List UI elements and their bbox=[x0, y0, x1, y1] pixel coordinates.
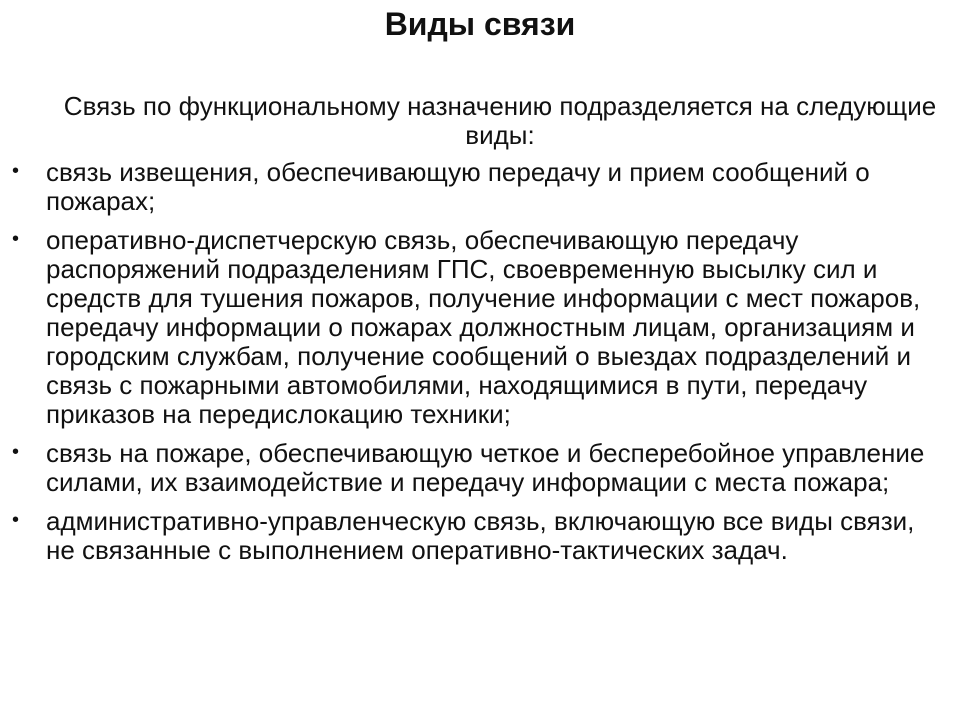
slide-title: Виды связи bbox=[384, 6, 576, 42]
bullet-dot-icon: • bbox=[12, 509, 20, 531]
list-item bbox=[0, 226, 960, 429]
list-item bbox=[0, 507, 960, 565]
list-item bbox=[0, 158, 960, 216]
list-item-text: связь извещения, обеспечивающую передачу и прием сообщений о пожарах; bbox=[46, 157, 870, 216]
list-item-text: оперативно-диспетчерскую связь, обеспечивающую передачу распоряжений подразделениям ГПС, своевременную высылку сил и средств для тушения пожаров, получение информации с мест пожаров, передачу информации о пожарах должностным лицам, организациям и городским службам, получение сообщений о выездах подразделений и связь с пожарными автомобилями, находящимися в пути, передачу приказов на передислокацию техники; bbox=[46, 225, 921, 429]
list-item-text: административно-управленческую связь, включающую все виды связи, не связанные с выполнением оперативно-тактических задач. bbox=[46, 506, 915, 565]
list-item-text: связь на пожаре, обеспечивающую четкое и бесперебойное управление силами, их взаимодействие и передачу информации с места пожара; bbox=[46, 438, 925, 497]
bullet-list bbox=[0, 158, 960, 575]
list-item bbox=[0, 439, 960, 497]
bullet-dot-icon: • bbox=[12, 441, 20, 463]
intro-paragraph: Связь по функциональному назначению подразделяется на следующие виды: bbox=[63, 91, 937, 150]
bullet-dot-icon: • bbox=[12, 160, 20, 182]
bullet-dot-icon: • bbox=[12, 228, 20, 250]
